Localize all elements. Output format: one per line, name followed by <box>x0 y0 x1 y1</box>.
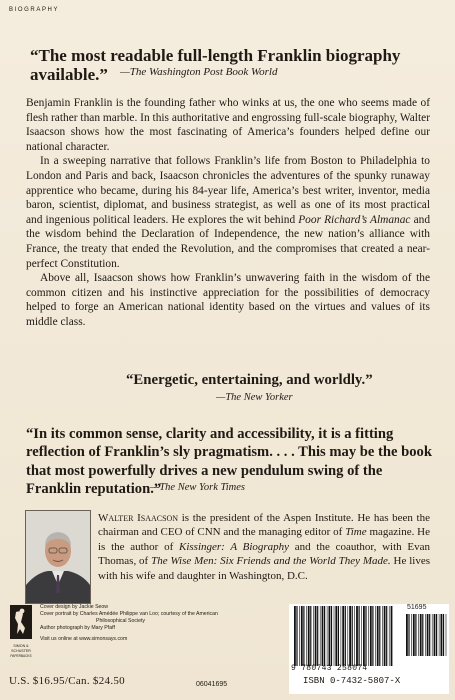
barcode-bar <box>434 614 436 656</box>
barcode-bar <box>425 614 426 656</box>
barcode-bar <box>296 606 297 666</box>
logo-line-1: SIMON & <box>13 644 29 648</box>
paragraph-2-text-a: In a sweeping narrative that follows Franklin’s life from Boston to Philadelphia to London and Paris and back, Isaacson chronicles the adventures of the spunky runaway apprentice who became, during his 84-year life, America’s best writer, inventor, media baron, scientist, diplomat, and business strategist, as well as one of its most practical and ingenious political leaders. He explores the wit behind <box>26 155 430 226</box>
barcode-bar <box>327 606 328 666</box>
barcode-bar <box>331 606 332 666</box>
barcode-bar <box>348 606 349 666</box>
price: U.S. $16.95/Can. $24.50 <box>9 675 125 687</box>
barcode-bar <box>349 606 351 666</box>
sower-logo-icon <box>9 604 33 664</box>
barcode-bar <box>301 606 303 666</box>
barcode-bar <box>411 614 412 656</box>
barcode-bar <box>441 614 443 656</box>
credit-portrait-2: Philosophical Society <box>96 618 146 624</box>
cover-credits <box>40 604 270 643</box>
website-link[interactable]: Visit us online at www.simonsays.com <box>40 636 128 642</box>
barcode-bar <box>432 614 433 656</box>
barcode-bar <box>418 614 419 656</box>
author-photo <box>25 510 91 604</box>
kissinger-title: Kissinger: A Biography <box>178 540 290 553</box>
barcode-bar <box>415 614 416 656</box>
author-bio-text-a: is the president of the Aspen Institute. He has been the chairman and CEO of CNN and the managing editor of <box>98 512 430 539</box>
ean-digits: 9 780743 258074 <box>291 664 368 673</box>
third-quote-attribution: —The New York Times <box>150 482 246 493</box>
barcode-bar <box>342 606 344 666</box>
author-bio <box>98 511 430 583</box>
author-portrait-icon <box>26 511 90 603</box>
barcode-bar <box>420 614 422 656</box>
author-bio-text-c: and the coauthor, with Evan Thomas, of <box>98 540 430 568</box>
barcode-bar <box>363 606 365 666</box>
barcode-bar <box>361 606 362 666</box>
author-name: Walter Isaacson <box>98 512 179 524</box>
barcode-bar <box>341 606 342 666</box>
barcode-bar <box>324 606 325 666</box>
barcode-bar <box>315 606 317 666</box>
second-quote-attribution: —The New Yorker <box>216 392 293 403</box>
barcode-bar <box>436 614 437 656</box>
barcode-bar <box>313 606 314 666</box>
barcode-bar <box>413 614 415 656</box>
barcode-bar <box>317 606 318 666</box>
publisher-logo <box>9 604 33 664</box>
barcode-bar <box>356 606 358 666</box>
barcode-bar <box>370 606 372 666</box>
main-barcode <box>293 606 393 666</box>
price-addon-number: 51695 <box>407 604 427 611</box>
barcode-bar <box>446 614 447 656</box>
logo-line-2: SCHUSTER <box>11 649 31 653</box>
barcode-bar <box>372 606 373 666</box>
description-paragraph-2 <box>26 154 430 271</box>
author-bio-text-b: magazine. He is the author of <box>98 526 431 553</box>
barcode-bar <box>303 606 304 666</box>
third-quote: “In its common sense, clarity and accessibility, it is a fitting reflection of Franklin’s sly pragmatism. . . . This may be the book that most powerfully drives a new pendulum swing of the Franklin reputation.” <box>26 426 432 498</box>
barcode-bar <box>294 606 296 666</box>
barcode-bar <box>375 606 376 666</box>
author-bio-text-d: He lives with his wife and daughter in Washington, D.C. <box>98 555 430 582</box>
barcode-bar <box>338 606 339 666</box>
barcode-bar <box>322 606 324 666</box>
barcode-bar <box>352 606 353 666</box>
barcode-bar <box>329 606 331 666</box>
barcode-bar <box>354 606 355 666</box>
barcode-bar <box>384 606 386 666</box>
lead-quote-attribution: —The Washington Post Book World <box>120 66 278 78</box>
barcode-bar <box>345 606 346 666</box>
barcode-bar <box>308 606 310 666</box>
barcode-bar <box>368 606 369 666</box>
barcode-bar <box>422 614 423 656</box>
barcode-bar <box>335 606 337 666</box>
barcode-bar <box>320 606 321 666</box>
barcode-bar <box>389 606 390 666</box>
logo-line-3: PAPERBACKS <box>10 654 32 658</box>
barcode-bar <box>406 614 408 656</box>
addon-barcode <box>405 614 447 656</box>
barcode-bar <box>310 606 311 666</box>
barcode-bar <box>408 614 409 656</box>
barcode-bar <box>386 606 387 666</box>
barcode-panel <box>289 604 449 694</box>
description <box>26 96 430 330</box>
isbn: ISBN 0-7432-5807-X <box>303 676 401 686</box>
barcode-bar <box>379 606 380 666</box>
description-paragraph-3: Above all, Isaacson shows how Franklin’s unwavering faith in the wisdom of the common citizen and his instinctive appreciation for the possibilities of democracy helped to forge an American national identity based on the virtues and values of its middle class. <box>26 272 430 328</box>
credit-portrait-1: Cover portrait by Charles Amédée Philippe van Loo; courtesy of the American <box>40 611 218 617</box>
almanac-title: Poor Richard’s Almanac <box>298 213 411 226</box>
barcode-bar <box>439 614 440 656</box>
credit-design: Cover design by Jackie Seow <box>40 604 109 610</box>
barcode-bar <box>334 606 335 666</box>
barcode-bar <box>382 606 383 666</box>
barcode-bar <box>299 606 300 666</box>
barcode-bar <box>377 606 379 666</box>
barcode-bar <box>427 614 429 656</box>
paragraph-2-text-b: and the wisdom behind the Declaration of Independence, the new nation’s alliance with France, the treaty that ended the Revolution, and the compromises that created a near-perfect Constitution. <box>26 213 431 270</box>
barcode-bar <box>429 614 430 656</box>
barcode-bar <box>365 606 366 666</box>
barcode-bar <box>306 606 307 666</box>
catalog-code: 06041695 <box>196 681 228 688</box>
description-paragraph-1: Benjamin Franklin is the founding father who winks at us, the one who seems made of flesh rather than marble. In this authoritative and engrossing full-scale biography, Walter Isaacson shows how the most fascinating of America’s founders helped define our national character. <box>26 97 430 153</box>
second-quote: “Energetic, entertaining, and worldly.” <box>126 372 373 388</box>
wise-men-title: The Wise Men: Six Friends and the World They Made. <box>151 555 391 568</box>
category-label: BIOGRAPHY <box>9 7 60 13</box>
barcode-bar <box>391 606 393 666</box>
lead-quote: “The most readable full-length Franklin biography available.” <box>30 46 401 84</box>
credit-photo: Author photograph by Mary Pfaff <box>40 625 115 631</box>
time-magazine-title: Time <box>345 526 367 539</box>
barcode-bar <box>359 606 360 666</box>
barcode-bar <box>443 614 444 656</box>
